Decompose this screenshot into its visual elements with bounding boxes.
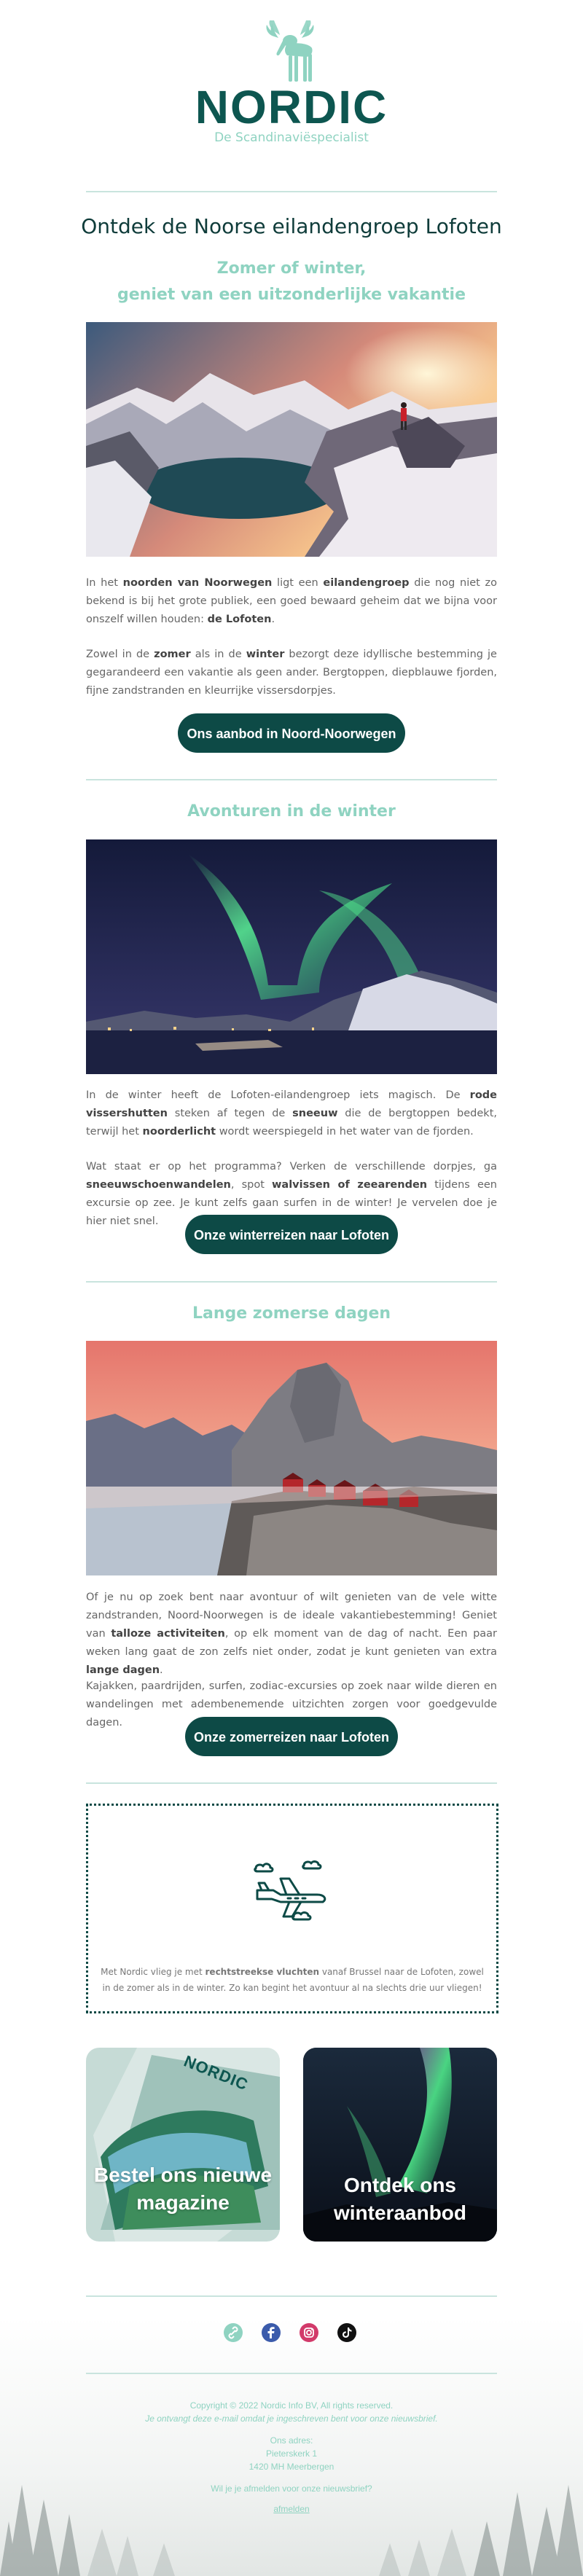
intro-p1-segment: eilandengroep <box>323 577 410 589</box>
flight-text-segment: Met Nordic vlieg je met <box>101 1967 206 1977</box>
intro-subtitle-line2: geniet van een uitzonderlijke vakantie <box>117 286 466 304</box>
winter-p2-segment: tijdens een excursie op zee. Je kunt zelfs gaan surfen in de winter! Je vervelen doe je hier niet snel. <box>86 1179 497 1227</box>
summer-p1-segment: . <box>160 1664 163 1676</box>
intro-p1-segment: noorden van Noorwegen <box>122 577 273 589</box>
cta-north-norway-button[interactable]: Ons aanbod in Noord-Noorwegen <box>178 713 405 753</box>
summer-p1-segment: talloze activiteiten <box>111 1628 225 1640</box>
footer-subscription-reason: Je ontvangt deze e-mail omdat je ingeschreven bent voor onze nieuwsbrief. <box>145 2413 438 2424</box>
divider <box>86 779 497 780</box>
flight-text-segment: vanaf Brussel naar de Lofoten, zowel in de zomer als in de winter. Zo kan begint het avontuur al na slechts drie uur vliegen! <box>102 1967 484 1993</box>
winter-offer-card-label-line1: Ontdek ons <box>343 2174 456 2196</box>
intro-p1-segment: die nog niet zo bekend is bij het grote publiek, een goed bewaard geheim dat we bijna voor onszelf willen houden: <box>86 577 497 625</box>
magazine-card[interactable] <box>86 2048 280 2242</box>
summer-p1-segment: lange dagen <box>86 1664 160 1676</box>
instagram-icon[interactable] <box>300 2323 318 2342</box>
footer-address-title: Ons adres: <box>270 2435 313 2446</box>
winter-p1-segment: noorderlicht <box>142 1126 216 1138</box>
photo-fishing-village <box>86 1341 497 1575</box>
photo-northern-lights <box>86 839 497 1074</box>
winter-p2-segment: Wat staat er op het programma? Verken de verschillende dorpjes, ga <box>86 1161 497 1172</box>
intro-p2-segment: zomer <box>154 649 191 660</box>
logo-tagline: De Scandinaviëspecialist <box>214 130 369 145</box>
divider <box>86 191 497 192</box>
intro-p1-segment: de Lofoten <box>207 614 272 625</box>
winter-offer-card-label-line2: winteraanbod <box>333 2201 466 2224</box>
unsubscribe-link[interactable]: afmelden <box>273 2504 310 2514</box>
footer-address-street: Pieterskerk 1 <box>265 2448 318 2459</box>
flight-text-segment: rechtstreekse vluchten <box>205 1967 320 1977</box>
intro-p1-segment: In het <box>86 577 123 589</box>
direct-flights-text <box>99 1964 485 1996</box>
winter-p2-segment: sneeuwschoenwandelen <box>86 1179 231 1191</box>
cta-winter-trips-button[interactable]: Onze winterreizen naar Lofoten <box>185 1215 398 1254</box>
magazine-cover-title: NORDIC <box>181 2051 251 2094</box>
intro-p1-segment: ligt een <box>272 577 324 589</box>
winter-p2-segment: , spot <box>230 1179 273 1191</box>
photo-lofoten-mountain <box>86 322 497 557</box>
airplane-icon <box>251 1857 332 1930</box>
intro-paragraph-2 <box>86 646 497 700</box>
intro-paragraph-1 <box>86 574 497 629</box>
logo-wordmark[interactable]: NORDIC <box>195 81 388 133</box>
summer-heading: Lange zomerse dagen <box>192 1304 391 1323</box>
winter-p1-segment: steken af tegen de <box>167 1108 293 1119</box>
winter-heading: Avonturen in de winter <box>187 802 396 821</box>
intro-p2-segment: Zowel in de <box>86 649 154 660</box>
magazine-card-label-line1: Bestel ons nieuwe <box>93 2164 273 2186</box>
intro-p2-segment: winter <box>246 649 285 660</box>
divider <box>86 2373 497 2374</box>
intro-subtitle-line1: Zomer of winter, <box>216 259 367 278</box>
page-title: Ontdek de Noorse eilandengroep Lofoten <box>81 214 502 238</box>
summer-paragraph-1 <box>86 1589 497 1680</box>
divider <box>86 1782 497 1784</box>
link-icon[interactable] <box>224 2323 243 2342</box>
magazine-card-label-line2: magazine <box>136 2191 230 2214</box>
winter-paragraph-1 <box>86 1087 497 1141</box>
footer-change-prompt: Wil je je afmelden voor onze nieuwsbrief? <box>211 2483 372 2494</box>
facebook-icon[interactable] <box>262 2323 281 2342</box>
divider <box>86 2295 497 2297</box>
cta-summer-trips-button[interactable]: Onze zomerreizen naar Lofoten <box>185 1717 398 1756</box>
winter-p1-segment: die de bergtoppen bedekt, terwijl het <box>86 1108 497 1138</box>
winter-p2-segment: walvissen of zeearenden <box>272 1179 428 1191</box>
summer-p2-segment: Kajakken, paardrijden, surfen, zodiac-excursies op zoek naar wilde dieren en wandelingen met adembenemende uitzichten zorgen voor goedgevulde dagen. <box>86 1680 497 1729</box>
winter-p1-segment: In de winter heeft de Lofoten-eilandengroep iets magisch. De <box>86 1089 470 1101</box>
summer-p1-segment: Of je nu op zoek bent naar avontuur of wilt genieten van de vele witte zandstranden, Noord-Noorwegen is de ideale vakantiebestemming! Geniet van <box>86 1592 497 1640</box>
intro-p2-segment: bezorgt deze idyllische bestemming je gegarandeerd een vakantie als geen ander. Bergtoppen, diepblauwe fjorden, fijne zandstranden en kleurrijke vissersdorpjes. <box>86 649 497 697</box>
footer-address-city: 1420 MH Meerbergen <box>249 2462 334 2472</box>
winter-p1-segment: rode vissershutten <box>86 1089 497 1119</box>
intro-p2-segment: als in de <box>190 649 246 660</box>
winter-offer-card[interactable] <box>303 2048 497 2242</box>
moose-icon <box>262 19 321 85</box>
winter-p1-segment: wordt weerspiegeld in het water van de fjorden. <box>216 1126 474 1138</box>
divider <box>86 1281 497 1283</box>
footer-copyright: Copyright © 2022 Nordic Info BV, All rights reserved. <box>189 2400 394 2411</box>
summer-p1-segment: , op elk moment van de dag of nacht. Een paar weken lang gaat de zon zelfs niet onder, zodat je kunt genieten van extra <box>86 1628 498 1658</box>
winter-p1-segment: sneeuw <box>292 1108 338 1119</box>
tiktok-icon[interactable] <box>337 2323 356 2342</box>
intro-p1-segment: . <box>271 614 275 625</box>
